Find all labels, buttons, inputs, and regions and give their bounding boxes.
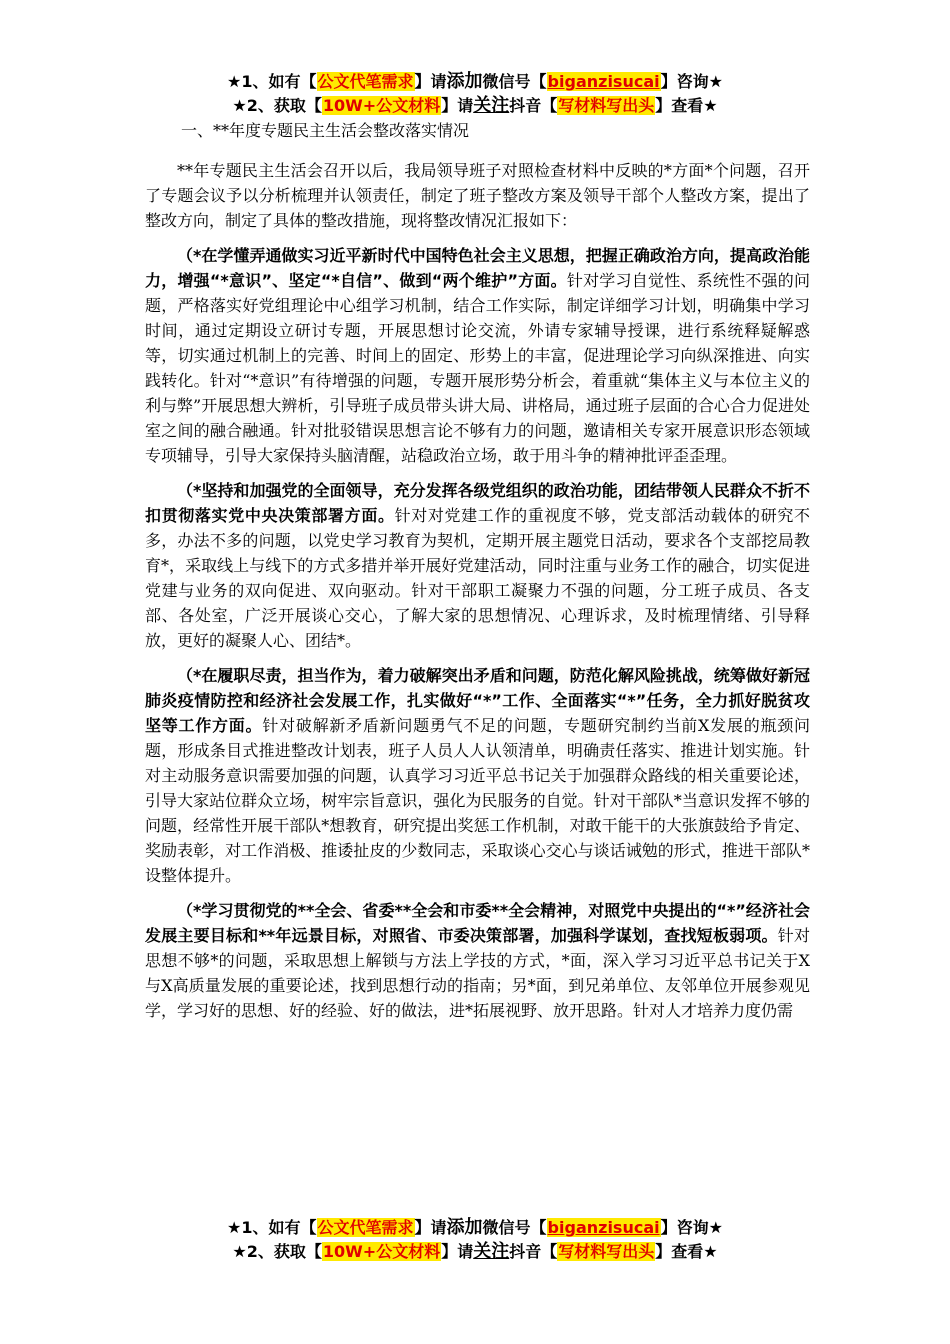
- banner-highlight-douyin[interactable]: 写材料写出头: [558, 96, 655, 115]
- banner-emphasis-add: 添加: [446, 1217, 483, 1238]
- banner-text: 微信号【: [482, 1218, 547, 1237]
- section-paragraph-3: [145, 663, 810, 888]
- banner-text: 】查看★: [655, 1242, 718, 1261]
- section-body-4: 针对思想不够*的问题，采取思想上解锁与方法上学技的方式，*面，深入学习习近平总书记关于X与X高质量发展的重要论述，找到思想行动的指南；另*面，到兄弟单位、友邻单位开展参观见学，学习好的思想、好的经验、好的做法，进*拓展视野、放开思路。针对人才培养力度仍需: [145, 926, 810, 1020]
- banner-star-prefix: ★2、获取【: [232, 1242, 322, 1261]
- bottom-banner-line-2: [0, 1240, 950, 1264]
- section-title-2: （*坚持和加强党的全面领导，充分发挥各级党组织的政治功能，团结带领人民群众不折不扣贯彻落实党中央决策部署方面。: [145, 481, 810, 525]
- section-body-2: 针对对党建工作的重视度不够，党支部活动载体的研究不多，办法不多的问题，以党史学习教育为契机，定期开展主题党日活动，要求各个支部挖局教育*，采取线上与线下的方式多措并举开展好党建活动，同时注重与业务工作的融合，切实促进党建与业务的双向促进、双向驱动。针对干部职工凝聚力不强的问题，分工班子成员、各支部、各处室，广泛开展谈心交心，了解大家的思想情况、心理诉求，及时梳理情绪、引导释放，更好的凝聚人心、团结*。: [145, 506, 810, 650]
- banner-highlight-wechat-id[interactable]: biganzisucai: [547, 1218, 660, 1237]
- section-title-4: （*学习贯彻党的**全会、省委**全会和市委**全会精神，对照党中央提出的“*”经济社会发展主要目标和**年远景目标，对照省、市委决策部署，加强科学谋划，查找短板弱项。: [145, 901, 810, 945]
- section-paragraph-1: [145, 243, 810, 468]
- top-banner-line-1: [0, 70, 950, 94]
- banner-text: 】请: [414, 1218, 447, 1237]
- bottom-banner-line-1: [0, 1216, 950, 1240]
- banner-star-prefix: ★1、如有【: [227, 72, 317, 91]
- banner-text: 】咨询★: [660, 72, 723, 91]
- banner-text: 】咨询★: [660, 1218, 723, 1237]
- banner-emphasis-add: 添加: [446, 71, 483, 92]
- banner-highlight-wechat-id[interactable]: biganzisucai: [547, 72, 660, 91]
- banner-highlight-materials: 10W+公文材料: [322, 1242, 441, 1261]
- banner-highlight-ghostwriting: 公文代笔需求: [317, 72, 414, 91]
- section-paragraph-2: [145, 478, 810, 653]
- banner-highlight-douyin[interactable]: 写材料写出头: [558, 1242, 655, 1261]
- banner-text: 】请: [441, 1242, 474, 1261]
- banner-text: 】请: [441, 96, 474, 115]
- document-body: [145, 118, 810, 1023]
- banner-text: 抖音【: [509, 96, 558, 115]
- section-paragraph-4: [145, 898, 810, 1023]
- banner-star-prefix: ★2、获取【: [232, 96, 322, 115]
- section-body-3: 针对破解新矛盾新问题勇气不足的问题，专题研究制约当前X发展的瓶颈问题，形成条目式推进整改计划表，班子人员人人认领清单，明确责任落实、推进计划实施。针对主动服务意识需要加强的问题，认真学习习近平总书记关于加强群众路线的相关重要论述，引导大家站位群众立场，树牢宗旨意识，强化为民服务的自觉。针对干部队*当意识发挥不够的问题，经常性开展干部队*想教育，研究提出奖惩工作机制，对敢干能干的大张旗鼓给予肯定、奖励表彰，对工作消极、推诿扯皮的少数同志，采取谈心交心与谈话诫勉的形式，推进干部队*设整体提升。: [145, 716, 810, 885]
- banner-highlight-materials: 10W+公文材料: [322, 96, 441, 115]
- intro-paragraph: **年专题民主生活会召开以后，我局领导班子对照检查材料中反映的*方面*个问题，召开了专题会议予以分析梳理并认领责任，制定了班子整改方案及领导干部个人整改方案，提出了整改方向，制定了具体的整改措施，现将整改情况汇报如下：: [145, 161, 810, 230]
- section-title-1: （*在学懂弄通做实习近平新时代中国特色社会主义思想，把握正确政治方向，提高政治能力，增强“*意识”、坚定“*自信”、做到“两个维护”方面。: [145, 246, 810, 290]
- section-title-3: （*在履职尽责，担当作为，着力破解突出矛盾和问题，防范化解风险挑战，统筹做好新冠肺炎疫情防控和经济社会发展工作，扎实做好“*”工作、全面落实“*”任务，全力抓好脱贫攻坚等工作方面。: [145, 666, 810, 735]
- banner-emphasis-follow: 关注: [473, 95, 510, 116]
- banner-highlight-ghostwriting: 公文代笔需求: [317, 1218, 414, 1237]
- banner-text: 】请: [414, 72, 447, 91]
- top-banner-line-2: [0, 94, 950, 118]
- banner-star-prefix: ★1、如有【: [227, 1218, 317, 1237]
- banner-emphasis-follow: 关注: [473, 1241, 510, 1262]
- banner-text: 】查看★: [655, 96, 718, 115]
- banner-text: 微信号【: [482, 72, 547, 91]
- section-body-1: 针对学习自觉性、系统性不强的问题，严格落实好党组理论中心组学习机制，结合工作实际，制定详细学习计划，明确集中学习时间，通过定期设立研讨专题，开展思想讨论交流，外请专家辅导授课，进行系统释疑解惑等，切实通过机制上的完善、时间上的固定、形势上的丰富，促进理论学习向纵深推进、向实践转化。针对“*意识”有待增强的问题，专题开展形势分析会，着重就“集体主义与本位主义的利与弊”开展思想大辨析，引导班子成员带头讲大局、讲格局，通过班子层面的合心合力促进处室之间的融合融通。针对批驳错误思想言论不够有力的问题，邀请相关专家开展意识形态领域专项辅导，引导大家保持头脑清醒，站稳政治立场，敢于用斗争的精神批评歪歪理。: [145, 271, 810, 465]
- section-heading: 一、**年度专题民主生活会整改落实情况: [181, 121, 470, 140]
- banner-text: 抖音【: [509, 1242, 558, 1261]
